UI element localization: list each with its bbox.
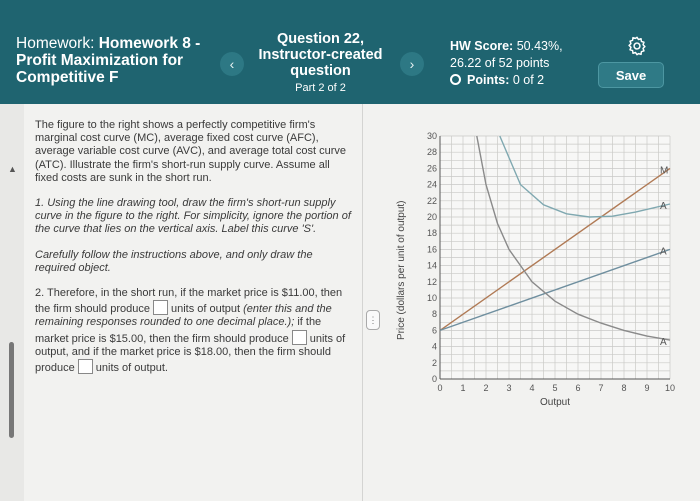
hw-score bbox=[450, 38, 600, 55]
instruction-text: Carefully follow the instructions above, and only draw the required object. bbox=[35, 248, 313, 274]
homework-title bbox=[16, 35, 216, 86]
chevron-right-icon: › bbox=[409, 56, 415, 72]
question-part: Part 2 of 2 bbox=[295, 82, 346, 94]
x-tick-label: 6 bbox=[575, 383, 581, 393]
y-tick-label: 4 bbox=[431, 341, 437, 352]
previous-question-button[interactable] bbox=[220, 52, 244, 76]
question-info bbox=[248, 31, 393, 94]
question-text bbox=[35, 119, 355, 387]
curve-label-atc: A bbox=[660, 201, 667, 213]
x-tick-label: 7 bbox=[598, 383, 604, 393]
question-2 bbox=[35, 287, 355, 375]
y-tick-label: 24 bbox=[426, 179, 437, 190]
y-tick-label: 10 bbox=[426, 293, 437, 303]
score-panel bbox=[450, 38, 600, 89]
q2-text-3: (enter this and the remaining responses rounded to one decimal place.); bbox=[35, 303, 332, 329]
y-tick-label: 2 bbox=[431, 357, 437, 368]
cost-curves-chart[interactable] bbox=[395, 124, 685, 414]
q2-text-2: units of output bbox=[170, 303, 241, 316]
hw-score-label: HW Score: bbox=[450, 39, 514, 53]
y-tick-label: 8 bbox=[431, 309, 437, 320]
y-tick-label: 16 bbox=[426, 244, 437, 255]
y-tick-label: 28 bbox=[426, 147, 437, 158]
answer-box-3[interactable] bbox=[78, 359, 93, 374]
x-tick-label: 2 bbox=[483, 383, 489, 393]
chevron-left-icon: ‹ bbox=[229, 56, 235, 72]
points-label: Points: bbox=[467, 73, 510, 87]
x-tick-label: 0 bbox=[437, 383, 443, 393]
intro-text: The figure to the right shows a perfectly competitive firm's marginal cost curve (MC), average fixed cost curve (AFC), average variable cost curve (AVC), and average total cost curve (ATC). Illustrate the firm's short-run supply curve. Assume all fixed costs are sunk in the short run. bbox=[35, 119, 347, 184]
top-bar bbox=[0, 0, 700, 104]
triangle-up-icon[interactable]: ▲ bbox=[8, 164, 17, 174]
q2-text-4: if the market price is $15.00, then the firm should produce bbox=[35, 316, 322, 345]
y-tick-label: 14 bbox=[426, 260, 437, 271]
resize-handle[interactable]: ⋮ bbox=[366, 310, 380, 330]
homework-title-text: Homework 8 - Profit Maximization for Competitive F bbox=[16, 35, 201, 86]
question-points bbox=[450, 72, 600, 89]
question-title: Question 22, Instructor-created question bbox=[258, 31, 383, 79]
hw-score-value: 50.43%, bbox=[516, 39, 563, 53]
x-tick-label: 4 bbox=[529, 383, 535, 393]
points-total: 26.22 of 52 points bbox=[450, 56, 550, 70]
y-tick-label: 20 bbox=[426, 212, 437, 222]
x-tick-label: 8 bbox=[621, 383, 627, 393]
x-tick-label: 5 bbox=[552, 383, 558, 393]
y-tick-label: 26 bbox=[426, 163, 437, 174]
x-tick-label: 3 bbox=[506, 383, 512, 393]
points-value: 0 of 2 bbox=[512, 73, 545, 87]
save-button[interactable]: Save bbox=[598, 62, 664, 88]
curve-label-mc: M bbox=[660, 165, 669, 177]
x-tick-label: 1 bbox=[460, 383, 466, 393]
next-question-button[interactable] bbox=[400, 52, 424, 76]
answer-box-1[interactable] bbox=[153, 300, 168, 315]
y-tick-label: 0 bbox=[431, 374, 437, 384]
homework-title-label: Homework: bbox=[16, 35, 95, 52]
y-tick-label: 12 bbox=[426, 276, 437, 287]
x-tick-label: 9 bbox=[644, 383, 650, 393]
y-axis-title: Price (dollars per unit of output) bbox=[396, 200, 407, 340]
y-tick-label: 22 bbox=[426, 195, 437, 206]
pane-divider bbox=[362, 104, 363, 501]
curve-label-avc: A bbox=[660, 246, 667, 258]
circle-icon bbox=[450, 74, 461, 85]
q2-text-1: 2. Therefore, in the short run, if the market price is $11.00, then the firm should produce bbox=[35, 287, 343, 316]
q2-text-5: units of output, and if the market price is $18.00, then the firm should produce bbox=[35, 332, 346, 375]
y-tick-label: 30 bbox=[426, 131, 437, 141]
curve-label-afc: A bbox=[660, 337, 667, 349]
y-tick-label: 18 bbox=[426, 228, 437, 239]
x-axis-title: Output bbox=[539, 397, 571, 408]
y-tick-label: 6 bbox=[431, 325, 437, 336]
q2-text-6: units of output. bbox=[95, 362, 168, 375]
x-tick-label: 10 bbox=[664, 383, 676, 393]
answer-box-2[interactable] bbox=[292, 330, 307, 345]
gear-icon[interactable] bbox=[626, 35, 648, 57]
step1-text: 1. Using the line drawing tool, draw the firm's short-run supply curve in the figure to the right. For simplicity, ignore the portion of the curve that lies on the vertical axis. Label this curve 'S'. bbox=[35, 197, 351, 236]
scrollbar-thumb[interactable] bbox=[9, 342, 14, 438]
